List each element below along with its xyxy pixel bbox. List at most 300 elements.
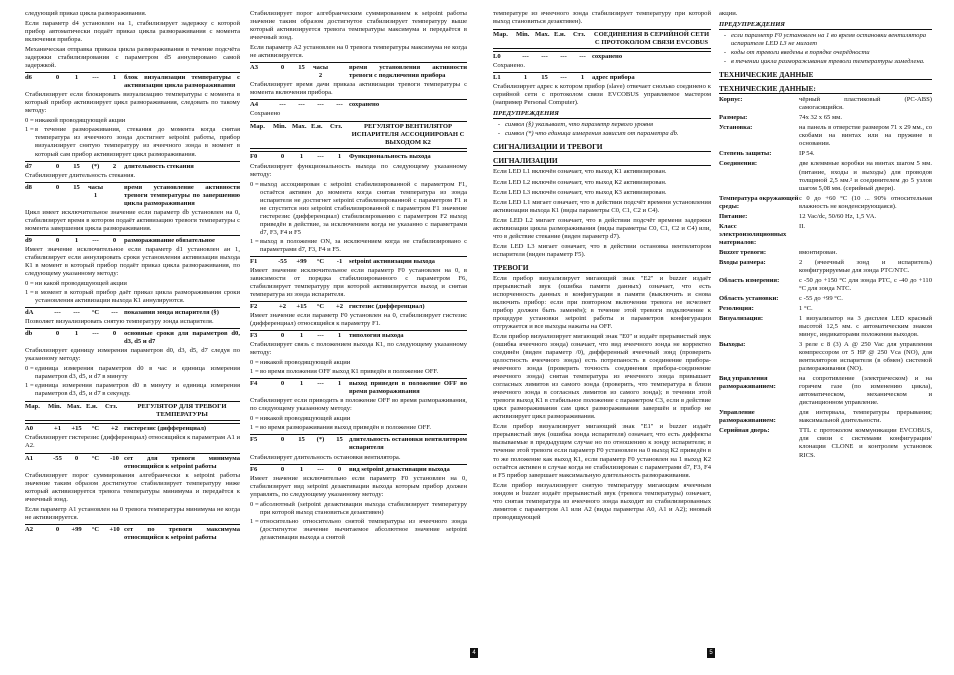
list-text: выход в положение ON, за исключением когда не стабилизировано с параметрами d7, F3, F4 и F5.: [260, 237, 467, 253]
header-cell: Стз.: [105, 403, 118, 411]
list-text: единица измерения параметров d0 в минуту и единица измерения параметров d3, d5, и d7 в секунду.: [35, 382, 240, 398]
column-2: [250, 10, 467, 658]
parameter-cell: 0: [280, 465, 285, 473]
parameter-cell: 0: [337, 465, 342, 473]
parameter-cell: 0: [280, 436, 285, 444]
parameter-cell: A0: [25, 425, 34, 433]
spec-row: [719, 124, 932, 148]
spec-row: [719, 96, 932, 112]
paragraph: Если прибор визуализирует мигающий знак "E0" и издаёт прерывистый звук (ошибка ячеечного зонда) означает, что вид ячеечного зонда не корректно соединён (виден параметр /0), дифференный ячеечный зонд (проверить целостность ячеечного зонда) есть потрепаность в соединение прибора-ячеечного зонда (проверить точность соединения прибора-соединение ячеечного зонда) снятая температура из ячеечного зонда привышает согласных лимитов из самого зонда (проверить, что температура в близи ячеечного зонда в согласных лимитов из самого зонда); в течении этой тревоги выход К1 в стабильное положение с параметром С3, если в действие цикл размораживания сам цикл размораживания завершён и прибор не активизирует цикл размораживания.: [493, 333, 711, 421]
parameter-cell: [105, 184, 124, 208]
list-item: [25, 365, 240, 381]
parameter-cell: 0: [280, 64, 285, 72]
list-marker: 1 =: [250, 424, 259, 432]
header-cell: Mар.: [493, 31, 508, 39]
spec-value: 2 (ячеечный зонд и испаритель) конфигурируемые для зонда PTC/NTC.: [799, 258, 932, 274]
table-header: [25, 401, 240, 421]
parameter-cell: ---: [111, 309, 118, 317]
parameter-cell: d8: [25, 183, 32, 191]
paragraph: Стабилизирует единицу измерения параметров d0, d3, d5, d7 следуя по указанному методу:: [25, 347, 240, 363]
header-cell: E.и.: [554, 31, 566, 39]
parameter-description: вид setpoint дезактивации выхода: [349, 465, 450, 473]
paragraph: Если LED L3 включён означает, что выход К3 активизирован.: [493, 188, 667, 196]
list-text: символ (§) указывает, что параметр первого уровня: [505, 121, 654, 129]
header-cell: Min.: [516, 31, 530, 39]
parameter-cell: 15: [298, 436, 305, 444]
paragraph: Если LED L1 включён означает, что выход К1 активизирован.: [493, 168, 667, 176]
column-3: [493, 10, 711, 658]
list-text: во время положения OFF выход К1 приведён в положение OFF.: [260, 368, 439, 376]
list-item: [250, 424, 467, 432]
parameter-row: [25, 524, 240, 542]
parameter-cell: 0: [55, 74, 60, 82]
paragraph: Если параметр А2 установлен на 0 тревога температуры максимума не когда не активизируется.: [250, 44, 467, 60]
parameter-cell: ---: [317, 380, 324, 388]
parameter-cell: 1: [112, 74, 117, 82]
parameter-cell: ---: [317, 153, 324, 161]
paragraph: Если LED L2 мигает означает, что в действии подсчёт времени задержки активизации цикла размораживания (виды параметры С0, С1, С2 и С4) или, что в действие стекание (виден параметр d7).: [493, 216, 711, 240]
parameter-description: длительность стекания: [124, 162, 194, 170]
parameter-cell: +99: [296, 257, 307, 265]
parameter-row: [25, 161, 240, 171]
spec-value: II.: [799, 222, 806, 230]
parameter-description: сохранено: [349, 101, 380, 109]
list-item: [25, 280, 240, 288]
spec-value: 1 визуализатор на 3 дисплея LED красный высотой 12,5 мм. с автоматическим знаком минус, индикаторами положения выходов.: [799, 315, 932, 339]
paragraph: Стабилизирует если приводить в положение OFF во время размораживания, по следующему указанному методу:: [250, 397, 467, 413]
note-item: [493, 121, 711, 129]
parameter-cell: ---: [579, 53, 586, 61]
spec-row: [719, 295, 932, 303]
spec-label: Соединения:: [719, 160, 758, 168]
page-number-right: 5: [707, 648, 715, 658]
parameter-cell: A4: [250, 101, 259, 109]
parameter-cell: часы 2: [312, 64, 329, 80]
parameter-cell: 2: [112, 162, 117, 170]
paragraph: Если LED L2 включён означает, что выход К2 активизирован.: [493, 178, 667, 186]
section-heading: ТЕХНИЧЕСКИЕ ДАННЫЕ: [719, 70, 932, 80]
parameter-row: [25, 328, 240, 346]
paragraph: Механическая отправка приказа цикла размораживания в течение подсчёта задержки стабилизирования с параметром d5 аннулировано самой задержкой.: [25, 46, 240, 70]
parameter-row: [25, 235, 240, 245]
spec-value: 74х 32 х 65 мм.: [799, 114, 842, 122]
spec-value: 12 Vac/dc, 50/60 Hz, 1,5 VA.: [799, 212, 877, 220]
spec-row: [719, 249, 932, 257]
parameter-cell: 15: [336, 436, 343, 444]
parameter-cell: 0: [55, 236, 60, 244]
parameter-row: [250, 62, 467, 80]
parameter-row: [250, 301, 467, 311]
parameter-cell: 0: [112, 236, 117, 244]
parameter-cell: °C: [91, 454, 100, 462]
spec-label: Степень защиты:: [719, 150, 772, 158]
parameter-cell: (*): [91, 162, 100, 170]
parameter-cell: -10: [110, 454, 119, 462]
list-item: [25, 117, 240, 125]
list-marker: 0 =: [25, 279, 34, 287]
parameter-cell: ---: [317, 101, 324, 109]
parameter-cell: +2: [335, 303, 344, 310]
parameter-cell: +2: [110, 425, 119, 433]
parameter-description: показания зонда испарителя (§): [124, 309, 219, 317]
parameter-cell: F4: [250, 380, 258, 388]
list-text: в момент в который прибор даёт приказ цикла размораживания сроки установления активизации выхода К1 аннулируются.: [35, 288, 240, 304]
paragraph: следующий приказ цикла размораживания.: [25, 10, 147, 17]
list-text: никакой проводящующей акции: [35, 117, 126, 125]
parameter-cell: A3: [250, 64, 259, 72]
parameter-description: время установление активности тревоги температуры по завершению цикла размораживания: [124, 183, 240, 207]
header-cell: Mар.: [25, 403, 40, 411]
list-text: никакой проводящующей акции: [260, 359, 351, 367]
parameter-cell: 1: [337, 153, 342, 161]
note-item: [719, 32, 932, 48]
paragraph: Стабилизирует длительность остановки вентилятора.: [250, 453, 401, 461]
parameter-cell: A1: [25, 454, 34, 462]
parameter-cell: +1: [53, 425, 62, 433]
list-marker: -: [497, 121, 501, 129]
spec-label: Корпус:: [719, 96, 743, 104]
parameter-description: длительность остановки вентилятором испарителя: [349, 436, 467, 452]
paragraph: температуре из ячеечного зонда стабилизирует температуру при которой выход становиться дезактивен).: [493, 10, 711, 26]
spec-row: [719, 341, 932, 373]
parameter-cell: 15: [73, 183, 80, 191]
parameter-description: размораживание обязательное: [124, 236, 215, 244]
parameter-row: [25, 453, 240, 471]
parameter-cell: F5: [250, 436, 258, 444]
header-cell: E.и.: [86, 403, 98, 411]
list-marker: 0 =: [250, 359, 259, 367]
list-marker: 0 =: [250, 180, 259, 188]
spec-value: с 0 до +60 °C (10 ... 90% относительная влажность не конденсирующаяся).: [799, 194, 932, 210]
list-text: выход ассоциирован с setpoint стабилизированной с параметром F1, остаётся активен до момента когда снятая температура из зонда испарителя не достигнет setpoint стабилизированной с параметром F1 и не спустится низ setpoint стабилизированной с параметром F1 значение гистерезис (дифференциал) стабилизированию с параметром F2 выход приведён в действие, за исключением когда не указанно с параметрами d7, F3, F4 и F5: [260, 180, 467, 236]
spec-row: [719, 409, 932, 425]
parameter-row: [250, 464, 467, 474]
spec-label: Резолюция:: [719, 304, 754, 312]
parameter-cell: 1: [74, 330, 79, 338]
parameter-description: блок визуализации температуры с активизации цикла размораживания: [124, 74, 240, 90]
parameter-row: [250, 256, 467, 266]
spec-row: [719, 305, 932, 313]
parameter-cell: 0: [280, 380, 285, 388]
list-marker: -: [723, 32, 727, 40]
parameter-cell: ---: [336, 101, 343, 109]
list-text: символ (*) что единица измерения зависит от параметра db.: [505, 130, 679, 138]
section-heading: СИГНАЛИЗАЦИИ И ТРЕВОГИ: [493, 142, 711, 152]
parameter-cell: 15: [541, 74, 548, 82]
parameter-cell: 0: [55, 183, 60, 191]
parameter-cell: ---: [92, 74, 99, 82]
parameter-cell: d6: [25, 74, 32, 82]
parameter-cell: 0: [112, 330, 117, 338]
list-text: ни какой проводящующей акции: [35, 279, 127, 287]
spec-label: Питание:: [719, 212, 748, 220]
paragraph: Если LED L1 мигает означает, что в действии подсчёт времени установления активизации выхода К1 (виды параметры С0, С1, С2 и С4).: [493, 198, 711, 214]
parameter-cell: ---: [73, 309, 80, 317]
list-marker: 0 =: [25, 365, 34, 373]
parameter-row: [250, 151, 467, 161]
parameter-cell: 1: [74, 236, 79, 244]
parameter-description: setpoint активизации выхода: [349, 257, 435, 265]
parameter-cell: ---: [560, 74, 567, 82]
parameter-cell: F2: [250, 303, 258, 310]
spec-row: [719, 315, 932, 339]
parameter-cell: ---: [522, 53, 529, 61]
spec-row: [719, 259, 932, 275]
list-item: [250, 501, 467, 517]
list-item: [250, 518, 467, 542]
spec-row: [719, 114, 932, 122]
column-4: [719, 10, 932, 658]
note-item: [719, 49, 932, 57]
parameter-cell: L0: [493, 53, 501, 61]
list-item: [250, 359, 467, 367]
parameter-description: гистерезис (дифференциал): [124, 425, 207, 433]
parameter-cell: ---: [92, 330, 99, 338]
parameter-cell: A2: [25, 525, 34, 533]
list-text: в течение размораживания, стекания до момента когда снятая температура из ячеечного зонда достигнет setpoint работы, прибор визуализирует снятую температуру из ячеечного зонда в момент в который сам прибор активизирует цикл размораживания.: [35, 126, 240, 158]
spec-label: Область измерения:: [719, 276, 780, 284]
parameter-row: [25, 182, 240, 208]
paragraph: Стабилизирует порог алгебраическим суммированием к setpoint работы значение таким образом достигнутое стабилизирует температуру выше который активизируется тревога температуры максимума и передаётся в ячеечный зонд.: [250, 10, 467, 42]
paragraph: Если прибор визуализирует мигающий знак "E2" и buzzer издаёт прерывистый звук (ошибка памяти данных) означает, что есть испорченность данных в конфигурации в памяти (выключить и снова включить прибор: если при повторном включении тревога не исчезнет прибор должен быть заменён); в течение этой тревоги подключение к процедуре установки setpoint работы и параметров конфигурации отгружается и все выходы нажаты на OFF.: [493, 274, 711, 330]
spec-value: TTL с протоколом коммуникации EVCOBUS, для связи с системами конфигурации/ клонации CLONE и контролем установок RICS.: [799, 427, 932, 459]
header-title: РЕГУЛЯТОР ВЕНТИЛЯТОР ИСПАРИТЕЛЯ АССОЦИИРОВАН С ВЫХОДОМ К2: [351, 123, 465, 147]
list-item: [250, 368, 467, 376]
column-1: [25, 10, 240, 658]
list-marker: 1 =: [25, 288, 34, 296]
parameter-cell: d7: [25, 162, 32, 170]
list-item: [250, 181, 467, 237]
sub-heading: ПРЕДУПРЕЖДЕНИЯ: [719, 21, 932, 30]
paragraph: Если параметр d4 установлен на 1, стабилизирует задержку с которой прибор автоматически подаёт приказ цикла размораживания с момента включения прибора.: [25, 20, 240, 44]
paragraph: Стабилизирует время дачи приказа активизации тревоги температуры с момента включения прибора.: [250, 81, 467, 97]
header-cell: Min.: [273, 123, 287, 131]
parameter-cell: -55: [53, 454, 62, 462]
paragraph: Если параметр А1 установлен на 0 тревога температуры минимума не когда не активизируется.: [25, 505, 240, 521]
list-marker: 1 =: [25, 382, 34, 390]
spec-value: 1 °C.: [799, 304, 813, 312]
spec-label: Вид управления размораживанием:: [719, 375, 776, 391]
table-header: [493, 29, 711, 49]
parameter-cell: ---: [54, 309, 61, 317]
spec-label: Выходы:: [719, 341, 746, 349]
spec-value: для интервала, температуры прерывания; максимальной длительности.: [799, 409, 932, 425]
parameter-cell: 1: [299, 332, 304, 340]
parameter-cell: 0: [55, 330, 60, 338]
spec-label: Buzzer тревоги:: [719, 248, 767, 256]
page-number-left: 4: [470, 648, 478, 658]
spec-label: Входы размера:: [719, 258, 766, 266]
parameter-cell: L1: [493, 74, 501, 82]
spec-value: с -55 до +99 °C.: [799, 294, 843, 302]
table-header: [250, 121, 467, 149]
parameter-cell: (*): [316, 436, 325, 444]
list-text: в течении цикла размораживания тревоги температуры замедлена.: [731, 58, 925, 66]
parameter-cell: °C: [91, 525, 100, 533]
list-marker: 1 =: [25, 126, 34, 134]
paragraph: Имеет значение исключительно если параметр F0 установлен на 0, стабилизирует вид setpoint дезактивации выхода которым прибор должен управлять, по следующему указанному методу:: [250, 474, 467, 498]
parameter-row: [25, 307, 240, 317]
paragraph: Имеет значение если параметр F0 установлен на 0, стабилизирует гистезис (дифференциал) относящийся к параметру F1.: [250, 312, 467, 328]
spec-row: [719, 223, 932, 247]
paragraph: Стабилизирует связь с положением выхода К1, по следующему указанному методу:: [250, 341, 467, 357]
list-item: [25, 126, 240, 158]
parameter-cell: ---: [560, 53, 567, 61]
parameter-cell: db: [25, 330, 33, 338]
sub-heading: ПРЕДУПРЕЖДЕНИЯ: [493, 110, 711, 119]
parameter-cell: °C: [316, 303, 325, 310]
parameter-row: [25, 423, 240, 433]
parameter-cell: °C: [316, 257, 325, 265]
spec-label: Управление размораживанием:: [719, 409, 776, 425]
parameter-cell: 15: [298, 64, 305, 72]
parameter-cell: +99: [71, 525, 82, 533]
parameter-description: типология выхода: [349, 332, 404, 340]
list-text: во время размораживания выход приведён в положение OFF.: [260, 424, 432, 432]
parameter-cell: +15: [71, 425, 82, 433]
section-heading: ТЕХНИЧЕСКИЕ ДАННЫЕ:: [719, 84, 932, 94]
paragraph: Стабилизирует гистерезис (дифференциал) относящийся к параметрам А1 и А2.: [25, 434, 240, 450]
header-cell: Max.: [535, 31, 550, 39]
parameter-cell: 15: [73, 162, 80, 170]
list-text: если параметр F0 установлен на 1 во время остановки вентилятора испарителя LED L3 не мигает: [731, 32, 927, 48]
paragraph: Имеет значение исключительное если параметр d1 установлен ан 1, стабилизирует если аннулировать сроки установления активизации выхода К1 в момент в который прибор подаёт приказ цикла размораживания, по следующему указанному методу:: [25, 245, 240, 277]
spec-row: [719, 160, 932, 192]
parameter-cell: +10: [109, 525, 120, 533]
parameter-row: [250, 330, 467, 340]
header-cell: Mар.: [250, 123, 265, 131]
spec-value: чёрный пластиковый (PC-ABS) самогасящийся.: [799, 96, 932, 112]
spec-value: на сопротивление (электрическом) и на горячем газе (по изменению цикла), автоматическом, механическом и дистанционном управление.: [799, 375, 932, 407]
parameter-description: основные сроки для параметров d0, d3, d5 и d7: [124, 330, 240, 346]
parameter-cell: ---: [298, 101, 305, 109]
list-marker: 0 =: [250, 500, 259, 508]
header-cell: E.и.: [311, 123, 323, 131]
paragraph: Позволяет визуализировать снятую температуру зонда испарителя.: [25, 318, 214, 326]
parameter-cell: ---: [317, 332, 324, 340]
spec-label: Температура окружающей среды:: [719, 194, 799, 210]
parameter-row: [250, 378, 467, 396]
spec-value: IP 54.: [799, 150, 815, 158]
list-marker: 0 =: [250, 415, 259, 423]
parameter-row: [25, 72, 240, 90]
spec-label: Область установки:: [719, 294, 779, 302]
list-item: [250, 238, 467, 254]
header-title: РЕГУЛЯТОР ДЛЯ ТРЕВОГИ ТЕМПЕРАТУРЫ: [137, 403, 227, 419]
parameter-description: сет по тревоги максимума относящийся к setpoint работы: [124, 525, 240, 541]
parameter-cell: °C: [91, 425, 100, 433]
parameter-cell: ---: [279, 101, 286, 109]
parameter-description: сохранено: [592, 53, 623, 61]
note-item: [493, 130, 711, 138]
header-cell: Max.: [292, 123, 307, 131]
header-cell: Max.: [67, 403, 82, 411]
parameter-cell: 1: [337, 332, 342, 340]
parameter-cell: часы 1: [87, 183, 104, 199]
spec-label: Визуализация:: [719, 315, 764, 322]
parameter-description: адрес прибора: [592, 74, 635, 82]
paragraph: Если LED L3 мигает означает, что в действии остановка вентилятором испарителя (виден параметр F5).: [493, 242, 711, 258]
parameter-cell: +15: [296, 303, 307, 310]
parameter-cell: +2: [278, 303, 287, 310]
paragraph: акции.: [719, 10, 738, 17]
paragraph: Если прибор визуализирует мигающий знак "E1" и buzzer издаёт прерывистый звук (ошибка зонда испарителя) означает, что есть диффекты вызываемые в предыдущем случае но по отношению к зонду испарителя; в течение этой тревоги если параметр F0 установлен на 0 выход К2 приведён в то же положение как выход К1, если параметр F0 установлен на 1 выход К2 остаётся активен в случае когда не стабилизирован с параметрами d7, F3, F4 и F5 прибор завершает максимальную длительность размораживания.: [493, 423, 711, 479]
parameter-cell: F1: [250, 257, 258, 265]
parameter-cell: ---: [541, 53, 548, 61]
parameter-cell: 0: [74, 454, 79, 462]
header-cell: Min.: [48, 403, 62, 411]
note-item: [719, 58, 932, 66]
parameter-cell: 0: [280, 332, 285, 340]
parameter-cell: 1: [580, 74, 585, 82]
paragraph: Стабилизирует адрес к котором прибор (slave) отвечает снолько соединено к серийной сети с протоколом связи EVCOBUS управляемое мастером (например Personal Computer).: [493, 83, 711, 107]
list-text: коды от тревоги введены в порядке очерёдности: [731, 49, 870, 57]
parameter-cell: 0: [55, 162, 60, 170]
list-text: абсолютный (setpoint дезактивации выхода стабилизирует температуру при которой выход становиться дезактивен): [260, 500, 467, 516]
parameter-cell: 1: [523, 74, 528, 82]
list-item: [250, 415, 467, 423]
parameter-description: Функциональность выхода: [349, 153, 431, 161]
list-text: относительно относительно снятой температуры из ячеечного зонда (достигнутое значение вычитаемое абсолютное значение setpoint дезактивации выхода а снятой: [260, 517, 467, 541]
parameter-cell: ---: [317, 465, 324, 473]
parameter-cell: 1: [299, 153, 304, 161]
parameter-cell: 1: [74, 74, 79, 82]
header-cell: Стз.: [330, 123, 343, 131]
parameter-cell: [330, 64, 349, 80]
list-marker: 1 =: [250, 517, 259, 525]
list-item: [25, 289, 240, 305]
spec-row: [719, 277, 932, 293]
spec-label: Размеры:: [719, 114, 748, 122]
list-item: [25, 382, 240, 398]
parameter-row: [250, 434, 467, 452]
spec-label: Класс электроизоляционных материалов:: [719, 222, 787, 246]
parameter-description: выход приведен в положение OFF во время размораживания: [349, 380, 467, 396]
paragraph: Цикл имеет исключительное значение если параметр db установлен на 0, стабилизирует время в котором подаёт активизацию тревоги температуры с момента завершения цикла размораживания.: [25, 208, 240, 232]
section-heading: ТРЕВОГИ: [493, 263, 711, 273]
spec-row: [719, 427, 932, 459]
list-marker: 1 =: [250, 237, 259, 245]
parameter-cell: d9: [25, 236, 32, 244]
spec-value: на панель в отверстие размером 71 х 29 мм., со скобами на винтах или на пружине в основании.: [799, 124, 932, 148]
parameter-cell: ---: [92, 236, 99, 244]
parameter-description: гистезис (дифференциал): [349, 303, 425, 310]
paragraph: Сохранено: [250, 110, 281, 118]
paragraph: Стабилизирует длительность стекания.: [25, 171, 136, 179]
parameter-cell: 0: [280, 153, 285, 161]
paragraph: Если прибор визуализирует снятую температуру мигающим ячеечным зондом и buzzer издаёт прерывистый звук (тревога температуры) означает, что снятая температура из ячеечного зонда выходит из стабилизированных лимитов с параметром А1 или А2 (виды параметры А0, А1 и А2); нновый проводящующей: [493, 481, 711, 521]
parameter-cell: °C: [91, 309, 100, 317]
parameter-row: [250, 99, 467, 109]
spec-value: с -50 до +150 °C для зонда PTC, с -40 до +110 °C для зонда NTC.: [799, 276, 932, 292]
spec-label: Установка:: [719, 124, 753, 132]
parameter-cell: 1: [299, 380, 304, 388]
list-text: никакой проводящующей акции: [260, 415, 351, 423]
list-marker: -: [497, 130, 501, 138]
header-title: СОЕДИНЕНИЯ В СЕРИЙНОЙ СЕТИ С ПРОТОКОЛОМ СВЯЗИ EVCOBUS: [593, 31, 710, 47]
parameter-cell: F6: [250, 465, 258, 473]
parameter-cell: -55: [278, 257, 287, 265]
spec-row: [719, 375, 932, 407]
paragraph: Стабилизирует порог суммирования алгебраически к setpoint работы значение таким образом достигнутое стабилизирует температуру ниже который активизируется тревога температуры минимума и передаётся к ячеечный зонд.: [25, 471, 240, 503]
parameter-cell: 1: [337, 380, 342, 388]
list-marker: -: [723, 58, 727, 66]
paragraph: Стабилизирует если блокировать визуализацию температуры с момента в который прибор активизирует цикл размораживания, следовать по такому методу:: [25, 91, 240, 115]
parameter-cell: dA: [25, 309, 34, 317]
parameter-description: время установления активности тревоги с подключения прибора: [349, 64, 467, 80]
spec-value: две клеммные коробки на винтах шагом 5 мм. (питание, входы и выходы) для проводов толщиной 2,5 мм.² и соединителем до 5 узлов шагом 5,08 мм. (серийный двери).: [799, 160, 932, 192]
spec-row: [719, 213, 932, 221]
